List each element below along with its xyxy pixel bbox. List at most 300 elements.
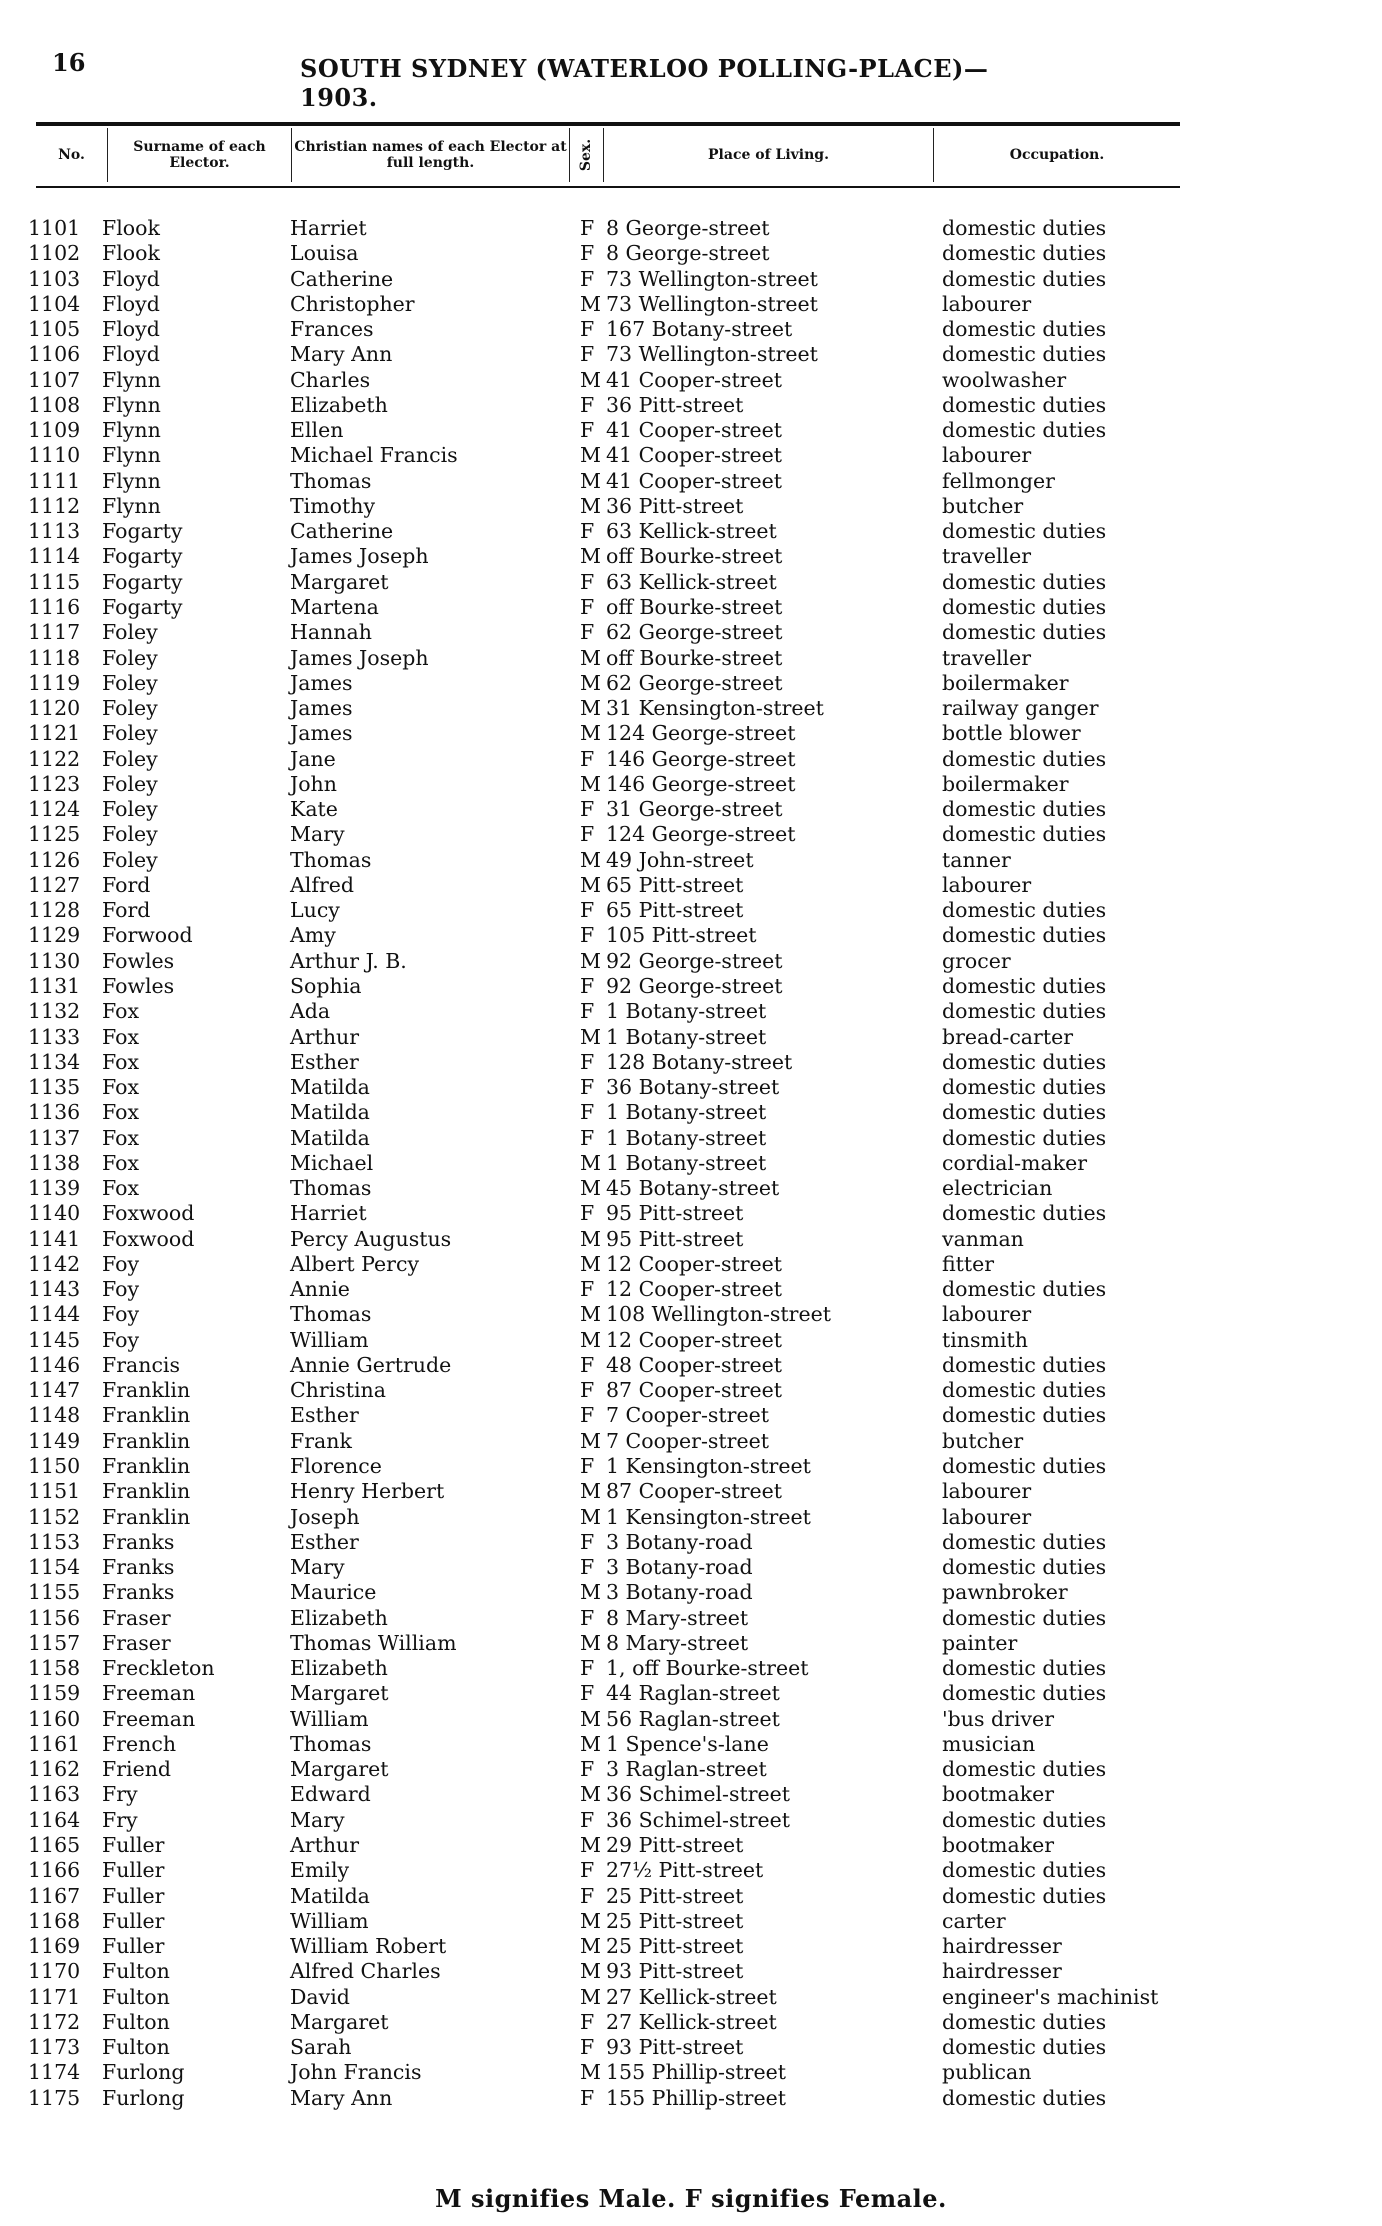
table-row [28, 1429, 1188, 1454]
elector-surname: Foy [102, 1302, 140, 1327]
elector-occupation: domestic duties [942, 1075, 1107, 1100]
electors-list [28, 216, 1188, 2111]
elector-sex: F [580, 1100, 595, 1125]
elector-occupation: fellmonger [942, 468, 1055, 493]
elector-number: 1150 [28, 1454, 81, 1479]
elector-place-of-living: 31 Kensington-street [606, 696, 824, 721]
elector-christian-names: Martena [290, 594, 379, 619]
table-row [28, 393, 1188, 418]
elector-place-of-living: 62 George-street [606, 620, 783, 645]
elector-sex: F [580, 746, 595, 771]
elector-sex: M [580, 1959, 601, 1984]
table-row [28, 1227, 1188, 1252]
elector-number: 1154 [28, 1555, 81, 1580]
table-row [28, 1555, 1188, 1580]
elector-christian-names: Matilda [290, 1883, 370, 1908]
table-row [28, 1100, 1188, 1125]
table-row [28, 2035, 1188, 2060]
elector-surname: Flook [102, 241, 160, 266]
elector-surname: Flynn [102, 443, 161, 468]
elector-surname: Foley [102, 645, 158, 670]
table-row [28, 1201, 1188, 1226]
elector-sex: M [580, 493, 601, 518]
table-row [28, 1479, 1188, 1504]
elector-sex: F [580, 1352, 595, 1377]
elector-surname: Foxwood [102, 1201, 195, 1226]
elector-surname: Foy [102, 1277, 140, 1302]
elector-number: 1127 [28, 872, 81, 897]
elector-sex: M [580, 2060, 601, 2085]
table-row [28, 671, 1188, 696]
elector-surname: Fogarty [102, 594, 183, 619]
table-row [28, 974, 1188, 999]
elector-surname: Foy [102, 1251, 140, 1276]
elector-occupation: labourer [942, 1504, 1032, 1529]
elector-christian-names: Thomas William [290, 1630, 457, 1655]
elector-surname: Foley [102, 797, 158, 822]
elector-place-of-living: 49 John-street [606, 847, 754, 872]
elector-occupation: domestic duties [942, 1529, 1107, 1554]
elector-surname: Fulton [102, 2035, 170, 2060]
elector-place-of-living: 124 George-street [606, 721, 796, 746]
column-header-surname: Surname of each Elector. [108, 128, 292, 182]
elector-sex: M [580, 1731, 601, 1756]
elector-occupation: domestic duties [942, 1378, 1107, 1403]
elector-sex: F [580, 2085, 595, 2110]
elector-number: 1147 [28, 1378, 81, 1403]
table-row [28, 1707, 1188, 1732]
elector-surname: Fox [102, 999, 140, 1024]
table-row [28, 2010, 1188, 2035]
elector-christian-names: Frank [290, 1428, 352, 1453]
elector-surname: Franks [102, 1555, 175, 1580]
elector-christian-names: Sophia [290, 973, 362, 998]
elector-number: 1161 [28, 1731, 81, 1756]
elector-surname: Franklin [102, 1378, 191, 1403]
table-row [28, 1631, 1188, 1656]
elector-sex: F [580, 1125, 595, 1150]
elector-surname: Fuller [102, 1833, 165, 1857]
elector-sex: F [580, 620, 595, 645]
elector-place-of-living: 1 Botany-street [606, 1125, 767, 1150]
elector-surname: Fox [102, 1024, 140, 1049]
elector-christian-names: Henry Herbert [290, 1479, 445, 1504]
elector-occupation: domestic duties [942, 392, 1107, 417]
elector-place-of-living: 167 Botany-street [606, 317, 793, 342]
elector-number: 1102 [28, 241, 81, 266]
elector-sex: M [580, 1833, 601, 1857]
elector-occupation: domestic duties [942, 1352, 1107, 1377]
elector-occupation: cordial-maker [942, 1150, 1088, 1175]
elector-occupation: domestic duties [942, 746, 1107, 771]
elector-occupation: domestic duties [942, 1858, 1107, 1883]
table-row [28, 1656, 1188, 1681]
elector-number: 1149 [28, 1428, 81, 1453]
elector-number: 1164 [28, 1807, 81, 1832]
elector-occupation: domestic duties [942, 1125, 1107, 1150]
elector-surname: Fox [102, 1150, 140, 1175]
table-row [28, 469, 1188, 494]
elector-place-of-living: 1 Kensington-street [606, 1504, 811, 1529]
elector-place-of-living: 1, off Bourke-street [606, 1656, 809, 1681]
table-row [28, 1505, 1188, 1530]
elector-sex: M [580, 1580, 601, 1605]
elector-sex: F [580, 266, 595, 291]
table-row [28, 1126, 1188, 1151]
elector-place-of-living: 25 Pitt-street [606, 1883, 744, 1908]
elector-occupation: domestic duties [942, 1454, 1107, 1479]
elector-occupation: bootmaker [942, 1782, 1055, 1807]
elector-occupation: labourer [942, 291, 1032, 316]
elector-christian-names: Louisa [290, 241, 359, 266]
elector-occupation: carter [942, 1908, 1006, 1933]
elector-sex: M [580, 670, 601, 695]
elector-surname: Franklin [102, 1479, 191, 1504]
table-row [28, 443, 1188, 468]
elector-christian-names: James [290, 721, 353, 746]
elector-surname: Freeman [102, 1706, 196, 1731]
elector-occupation: labourer [942, 1479, 1032, 1504]
elector-occupation: domestic duties [942, 898, 1107, 923]
elector-surname: Foley [102, 771, 158, 796]
elector-christian-names: Percy Augustus [290, 1226, 452, 1251]
elector-occupation: domestic duties [942, 2035, 1107, 2060]
elector-number: 1160 [28, 1706, 81, 1731]
elector-christian-names: Elizabeth [290, 1656, 388, 1681]
elector-christian-names: Alfred [290, 872, 355, 897]
elector-christian-names: Margaret [290, 1757, 389, 1782]
footer-note: M signifies Male. F signifies Female. [435, 2184, 947, 2213]
elector-sex: F [580, 1555, 595, 1580]
elector-occupation: hairdresser [942, 1934, 1062, 1959]
elector-surname: Fry [102, 1807, 138, 1832]
column-header-no: No. [36, 128, 108, 182]
elector-sex: F [580, 2009, 595, 2034]
elector-sex: F [580, 392, 595, 417]
elector-occupation: grocer [942, 948, 1011, 973]
elector-christian-names: Matilda [290, 1075, 370, 1100]
elector-occupation: domestic duties [942, 923, 1107, 948]
elector-place-of-living: 12 Cooper-street [606, 1277, 783, 1302]
elector-occupation: labourer [942, 443, 1032, 468]
elector-sex: F [580, 594, 595, 619]
elector-occupation: domestic duties [942, 2009, 1107, 2034]
elector-occupation: pawnbroker [942, 1580, 1068, 1605]
elector-place-of-living: 36 Botany-street [606, 1075, 780, 1100]
elector-occupation: domestic duties [942, 822, 1107, 847]
elector-surname: Franks [102, 1529, 175, 1554]
elector-sex: M [580, 1479, 601, 1504]
elector-christian-names: Frances [290, 317, 374, 342]
elector-occupation: domestic duties [942, 2085, 1107, 2110]
elector-number: 1157 [28, 1630, 81, 1655]
table-row [28, 1732, 1188, 1757]
elector-occupation: domestic duties [942, 1883, 1107, 1908]
elector-christian-names: David [290, 1984, 350, 2009]
column-header-christian-names: Christian names of each Elector at full length. [292, 128, 570, 182]
elector-number: 1146 [28, 1352, 81, 1377]
elector-christian-names: Elizabeth [290, 1605, 388, 1630]
elector-place-of-living: 3 Botany-road [606, 1580, 753, 1605]
elector-christian-names: Margaret [290, 2009, 389, 2034]
elector-number: 1124 [28, 797, 81, 822]
elector-place-of-living: 36 Schimel-street [606, 1782, 790, 1807]
elector-sex: F [580, 1605, 595, 1630]
elector-number: 1123 [28, 771, 81, 796]
elector-surname: Flynn [102, 418, 161, 443]
elector-surname: Franks [102, 1580, 175, 1605]
elector-occupation: domestic duties [942, 1100, 1107, 1125]
elector-occupation: woolwasher [942, 367, 1067, 392]
elector-surname: Flynn [102, 468, 161, 493]
elector-sex: F [580, 1858, 595, 1883]
elector-number: 1134 [28, 1049, 81, 1074]
elector-sex: M [580, 645, 601, 670]
elector-occupation: traveller [942, 544, 1032, 569]
table-row [28, 2060, 1188, 2085]
elector-number: 1106 [28, 342, 81, 367]
elector-place-of-living: 73 Wellington-street [606, 342, 818, 367]
elector-sex: M [580, 1176, 601, 1201]
elector-place-of-living: 155 Phillip-street [606, 2060, 786, 2085]
elector-sex: M [580, 872, 601, 897]
elector-surname: Fogarty [102, 519, 183, 544]
elector-surname: Fraser [102, 1630, 171, 1655]
elector-place-of-living: 7 Cooper-street [606, 1403, 769, 1428]
table-row [28, 494, 1188, 519]
elector-sex: F [580, 1201, 595, 1226]
elector-place-of-living: 27 Kellick-street [606, 1984, 777, 2009]
elector-surname: Foley [102, 696, 158, 721]
elector-place-of-living: 8 George-street [606, 216, 770, 240]
elector-number: 1111 [28, 468, 81, 493]
table-row [28, 292, 1188, 317]
table-row [28, 1909, 1188, 1934]
elector-number: 1155 [28, 1580, 81, 1605]
elector-surname: Fuller [102, 1934, 165, 1959]
elector-occupation: bottle blower [942, 721, 1081, 746]
elector-occupation: domestic duties [942, 620, 1107, 645]
elector-sex: M [580, 1327, 601, 1352]
elector-place-of-living: 41 Cooper-street [606, 443, 783, 468]
elector-christian-names: Charles [290, 367, 371, 392]
elector-surname: Fox [102, 1125, 140, 1150]
elector-christian-names: Catherine [290, 266, 394, 291]
elector-occupation: publican [942, 2060, 1032, 2085]
elector-surname: Foley [102, 721, 158, 746]
elector-christian-names: William [290, 1908, 369, 1933]
elector-christian-names: Margaret [290, 1681, 389, 1706]
elector-place-of-living: 93 Pitt-street [606, 1959, 744, 1984]
elector-number: 1168 [28, 1908, 81, 1933]
elector-sex: F [580, 1807, 595, 1832]
elector-place-of-living: 1 Spence's-lane [606, 1731, 769, 1756]
elector-surname: Forwood [102, 923, 193, 948]
elector-number: 1136 [28, 1100, 81, 1125]
elector-sex: M [580, 1428, 601, 1453]
elector-occupation: 'bus driver [942, 1706, 1054, 1731]
elector-sex: F [580, 973, 595, 998]
elector-number: 1101 [28, 216, 81, 240]
elector-place-of-living: 29 Pitt-street [606, 1833, 744, 1857]
elector-occupation: domestic duties [942, 569, 1107, 594]
elector-place-of-living: 8 George-street [606, 241, 770, 266]
elector-surname: Francis [102, 1352, 181, 1377]
elector-place-of-living: 41 Cooper-street [606, 468, 783, 493]
table-row [28, 848, 1188, 873]
elector-occupation: domestic duties [942, 418, 1107, 443]
elector-number: 1163 [28, 1782, 81, 1807]
elector-number: 1129 [28, 923, 81, 948]
elector-number: 1133 [28, 1024, 81, 1049]
elector-surname: Foy [102, 1327, 140, 1352]
table-row [28, 519, 1188, 544]
elector-occupation: bootmaker [942, 1833, 1055, 1857]
elector-place-of-living: 27½ Pitt-street [606, 1858, 764, 1883]
elector-number: 1121 [28, 721, 81, 746]
elector-number: 1108 [28, 392, 81, 417]
elector-number: 1169 [28, 1934, 81, 1959]
table-row [28, 1884, 1188, 1909]
elector-number: 1166 [28, 1858, 81, 1883]
elector-surname: Fowles [102, 973, 175, 998]
elector-sex: F [580, 898, 595, 923]
elector-place-of-living: 1 Botany-street [606, 1150, 767, 1175]
elector-sex: M [580, 948, 601, 973]
elector-surname: Fox [102, 1075, 140, 1100]
elector-sex: F [580, 1049, 595, 1074]
elector-surname: Fuller [102, 1883, 165, 1908]
elector-number: 1138 [28, 1150, 81, 1175]
elector-sex: F [580, 1277, 595, 1302]
table-row [28, 1681, 1188, 1706]
elector-christian-names: Maurice [290, 1580, 377, 1605]
elector-place-of-living: 8 Mary-street [606, 1605, 749, 1630]
table-row [28, 1050, 1188, 1075]
elector-place-of-living: 7 Cooper-street [606, 1428, 769, 1453]
elector-number: 1172 [28, 2009, 81, 2034]
elector-surname: Fox [102, 1176, 140, 1201]
elector-place-of-living: 95 Pitt-street [606, 1201, 744, 1226]
table-row [28, 1959, 1188, 1984]
elector-number: 1112 [28, 493, 81, 518]
table-row [28, 1833, 1188, 1858]
elector-number: 1128 [28, 898, 81, 923]
elector-number: 1158 [28, 1656, 81, 1681]
elector-number: 1174 [28, 2060, 81, 2085]
elector-sex: M [580, 721, 601, 746]
elector-christian-names: Mary Ann [290, 2085, 393, 2110]
elector-number: 1115 [28, 569, 81, 594]
table-row [28, 317, 1188, 342]
elector-place-of-living: 45 Botany-street [606, 1176, 780, 1201]
column-header-sex [570, 128, 604, 182]
elector-sex: M [580, 1150, 601, 1175]
table-row [28, 418, 1188, 443]
elector-number: 1135 [28, 1075, 81, 1100]
elector-occupation: electrician [942, 1176, 1053, 1201]
elector-place-of-living: 44 Raglan-street [606, 1681, 780, 1706]
elector-occupation: railway ganger [942, 696, 1099, 721]
table-row [28, 570, 1188, 595]
elector-christian-names: James Joseph [290, 645, 429, 670]
elector-sex: M [580, 468, 601, 493]
elector-occupation: domestic duties [942, 1807, 1107, 1832]
elector-occupation: domestic duties [942, 594, 1107, 619]
elector-sex: M [580, 1504, 601, 1529]
elector-place-of-living: 1 Botany-street [606, 999, 767, 1024]
elector-surname: Ford [102, 872, 151, 897]
elector-sex: M [580, 696, 601, 721]
elector-place-of-living: 48 Cooper-street [606, 1352, 783, 1377]
elector-occupation: fitter [942, 1251, 995, 1276]
elector-number: 1105 [28, 317, 81, 342]
elector-number: 1142 [28, 1251, 81, 1276]
elector-place-of-living: off Bourke-street [606, 544, 783, 569]
elector-number: 1119 [28, 670, 81, 695]
elector-number: 1162 [28, 1757, 81, 1782]
elector-occupation: traveller [942, 645, 1032, 670]
elector-number: 1130 [28, 948, 81, 973]
elector-place-of-living: 25 Pitt-street [606, 1908, 744, 1933]
elector-surname: Fowles [102, 948, 175, 973]
elector-sex: F [580, 569, 595, 594]
elector-christian-names: Thomas [290, 1302, 372, 1327]
elector-sex: M [580, 1934, 601, 1959]
elector-surname: Franklin [102, 1454, 191, 1479]
elector-occupation: domestic duties [942, 241, 1107, 266]
elector-occupation: domestic duties [942, 1757, 1107, 1782]
table-row [28, 216, 1188, 241]
table-row [28, 797, 1188, 822]
elector-surname: Franklin [102, 1428, 191, 1453]
elector-place-of-living: 105 Pitt-street [606, 923, 757, 948]
elector-christian-names: James [290, 670, 353, 695]
elector-place-of-living: off Bourke-street [606, 645, 783, 670]
elector-occupation: domestic duties [942, 1403, 1107, 1428]
elector-surname: Franklin [102, 1504, 191, 1529]
elector-occupation: domestic duties [942, 216, 1107, 240]
elector-sex: F [580, 1075, 595, 1100]
elector-number: 1141 [28, 1226, 81, 1251]
elector-occupation: domestic duties [942, 999, 1107, 1024]
elector-occupation: butcher [942, 1428, 1024, 1453]
elector-occupation: domestic duties [942, 1201, 1107, 1226]
table-row [28, 544, 1188, 569]
elector-number: 1126 [28, 847, 81, 872]
elector-christian-names: Timothy [290, 493, 376, 518]
elector-place-of-living: 146 George-street [606, 771, 796, 796]
elector-occupation: painter [942, 1630, 1018, 1655]
elector-surname: Floyd [102, 342, 160, 367]
elector-occupation: tinsmith [942, 1327, 1028, 1352]
elector-sex: F [580, 1529, 595, 1554]
elector-sex: F [580, 822, 595, 847]
elector-christian-names: Thomas [290, 1176, 372, 1201]
elector-number: 1151 [28, 1479, 81, 1504]
elector-place-of-living: 25 Pitt-street [606, 1934, 744, 1959]
elector-occupation: domestic duties [942, 1605, 1107, 1630]
elector-number: 1110 [28, 443, 81, 468]
elector-christian-names: Arthur J. B. [290, 948, 407, 973]
elector-number: 1131 [28, 973, 81, 998]
table-row [28, 923, 1188, 948]
elector-place-of-living: 128 Botany-street [606, 1049, 793, 1074]
elector-place-of-living: 3 Botany-road [606, 1555, 753, 1580]
elector-surname: Freckleton [102, 1656, 215, 1681]
elector-place-of-living: 92 George-street [606, 973, 783, 998]
elector-sex: M [580, 544, 601, 569]
